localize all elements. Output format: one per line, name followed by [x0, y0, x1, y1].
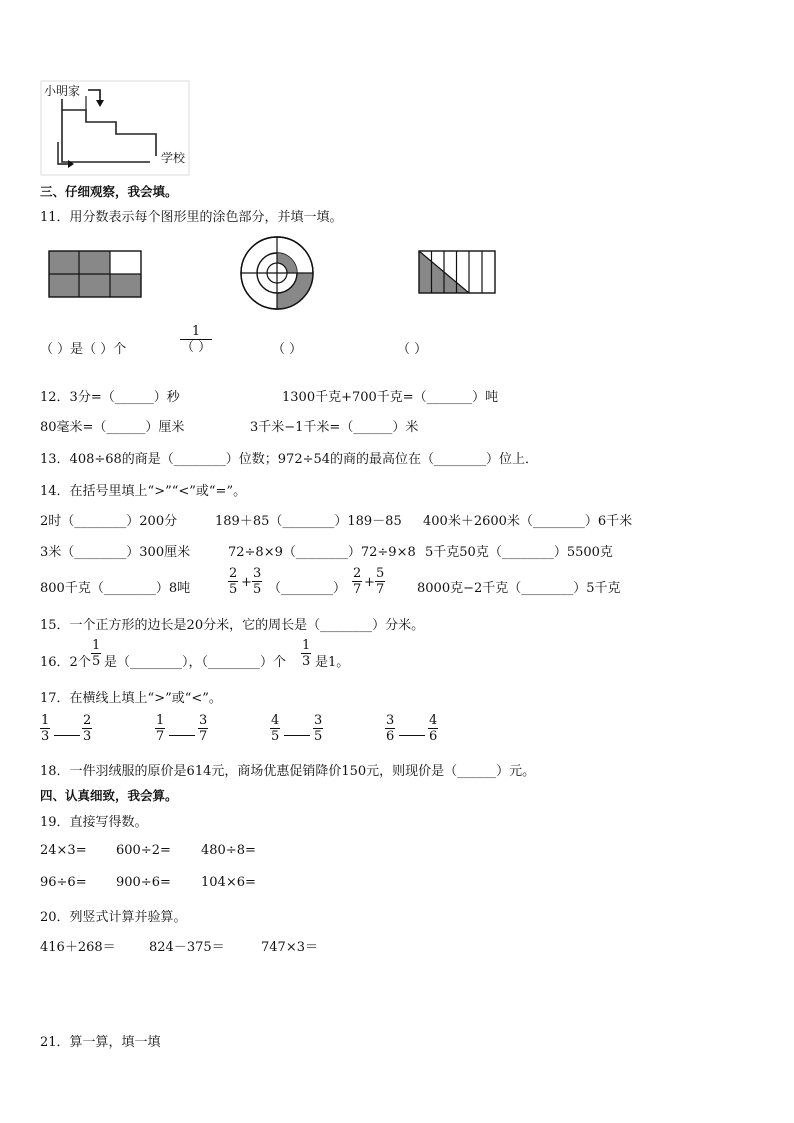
q15-text[interactable]: 15．一个正方形的边长是20分米，它的周长是（________）分米。 — [40, 618, 425, 633]
q14-r3-frac2 — [252, 566, 262, 597]
q12-d[interactable]: 3千米−1千米=（______）米 — [250, 420, 419, 435]
q12-b[interactable]: 1300千克+700千克=（_______）吨 — [282, 390, 499, 405]
q11-unit-fraction-num: 1 — [191, 324, 201, 339]
home-label: 小明家 — [44, 84, 81, 98]
q16-frac1-den: 5 — [92, 654, 101, 669]
q14-r3-frac4 — [375, 566, 385, 597]
q17-pair2-a-num: 1 — [156, 713, 165, 728]
q17-pair2-b-num: 3 — [199, 713, 208, 728]
q11-ring-figure — [239, 235, 315, 311]
q14-r1c2[interactable]: 189＋85（________）189－85 — [215, 514, 402, 529]
q11-grid-figure — [48, 250, 142, 298]
q12-a[interactable]: 12．3分=（______）秒 — [40, 390, 180, 405]
q14-r3-frac3-den: 7 — [353, 582, 362, 597]
q20-item-1[interactable]: 416＋268＝ — [40, 940, 116, 955]
q17-pair1-a-den: 3 — [41, 729, 50, 744]
q14-r3-frac3-num: 2 — [353, 566, 362, 581]
q11-strip-figure — [418, 250, 496, 294]
q14-r3-blank[interactable]: （________） — [268, 581, 347, 596]
q16-p3: 是1。 — [315, 655, 350, 670]
q14-r3-frac3 — [352, 566, 362, 597]
q17-pair3-a — [270, 713, 280, 744]
q14-r3-plus1: + — [241, 575, 252, 590]
q20-text: 20．列竖式计算并验算。 — [40, 910, 187, 925]
section-3-title: 三、仔细观察，我会填。 — [40, 184, 178, 199]
q19-item-4[interactable]: 96÷6= — [40, 875, 87, 890]
q11-unit-fraction — [180, 324, 212, 355]
q14-r3-plus2: + — [364, 575, 375, 590]
q14-r3c3[interactable]: 8000克−2千克（________）5千克 — [417, 581, 621, 596]
q17-pair4-line[interactable] — [399, 735, 425, 736]
q17-pair1-b-num: 2 — [83, 713, 92, 728]
q17-pair1-b — [82, 713, 92, 744]
q17-pair1-b-den: 3 — [83, 729, 92, 744]
q14-r1c1[interactable]: 2时（________）200分 — [40, 514, 178, 529]
q21-text: 21．算一算，填一填 — [40, 1035, 161, 1050]
q17-pair3-a-den: 5 — [271, 729, 280, 744]
q14-r3-frac2-num: 3 — [253, 566, 262, 581]
q14-r3-frac1-den: 5 — [229, 582, 238, 597]
q17-pair3-b-num: 3 — [314, 713, 323, 728]
q17-pair2-a-den: 7 — [156, 729, 165, 744]
q14-r2c1[interactable]: 3米（________）300厘米 — [40, 545, 191, 560]
q14-r2c3[interactable]: 5千克50克（________）5500克 — [425, 545, 613, 560]
q17-pair4-b-den: 6 — [429, 729, 438, 744]
q16-frac2-den: 3 — [302, 654, 311, 669]
q16-p2[interactable]: 是（________），（________）个 — [104, 655, 287, 670]
q17-pair1-line[interactable] — [54, 735, 80, 736]
q16-frac2 — [301, 638, 311, 669]
q17-pair1-a — [40, 713, 50, 744]
q14-r3-frac4-den: 7 — [376, 582, 385, 597]
q11-answer-a[interactable]: （ ）是（ ）个 — [40, 342, 127, 357]
q17-pair1-a-num: 1 — [41, 713, 50, 728]
q14-r3-frac4-num: 5 — [376, 566, 385, 581]
q16-frac2-num: 1 — [302, 638, 311, 653]
q14-r3c1[interactable]: 800千克（________）8吨 — [40, 581, 191, 596]
q12-c[interactable]: 80毫米=（______）厘米 — [40, 420, 185, 435]
q17-pair4-a-num: 3 — [386, 713, 395, 728]
q17-pair4-b — [428, 713, 438, 744]
q14-text: 14．在括号里填上“>”“<”或“=”。 — [40, 484, 247, 499]
q17-pair3-a-num: 4 — [271, 713, 280, 728]
q17-text: 17．在横线上填上“>”或“<”。 — [40, 691, 222, 706]
q17-pair2-b — [198, 713, 208, 744]
q20-item-2[interactable]: 824－375＝ — [149, 940, 225, 955]
q11-text: 11．用分数表示每个图形里的涂色部分，并填一填。 — [40, 210, 343, 225]
q14-r2c2[interactable]: 72÷8×9（________）72÷9×8 — [228, 545, 416, 560]
q11-answer-c[interactable]: （ ） — [397, 342, 428, 357]
school-label: 学校 — [161, 151, 186, 165]
q18-text[interactable]: 18．一件羽绒服的原价是614元，商场优惠促销降价150元，则现价是（______）元。 — [40, 764, 536, 779]
q17-pair2-a — [155, 713, 165, 744]
q19-item-1[interactable]: 24×3= — [40, 843, 87, 858]
q14-r3-frac1 — [228, 566, 238, 597]
q20-item-3[interactable]: 747×3＝ — [261, 940, 318, 955]
q19-item-2[interactable]: 600÷2= — [116, 843, 171, 858]
q13-text[interactable]: 13．408÷68的商是（________）位数；972÷54的商的最高位在（________）位上． — [40, 452, 539, 467]
q19-item-3[interactable]: 480÷8= — [201, 843, 256, 858]
q14-r1c3[interactable]: 400米＋2600米（________）6千米 — [423, 514, 633, 529]
q19-item-5[interactable]: 900÷6= — [116, 875, 171, 890]
q17-pair3-b — [313, 713, 323, 744]
q11-answer-b[interactable]: （ ） — [272, 342, 303, 357]
q16-frac1-num: 1 — [92, 638, 101, 653]
section-4-title: 四、认真细致，我会算。 — [40, 788, 178, 803]
q19-item-6[interactable]: 104×6= — [201, 875, 256, 890]
q11-unit-fraction-den[interactable]: （ ） — [181, 340, 212, 355]
q17-pair2-line[interactable] — [169, 735, 195, 736]
q14-r3-frac1-num: 2 — [229, 566, 238, 581]
q16-frac1 — [91, 638, 101, 669]
q17-pair4-a — [385, 713, 395, 744]
q17-pair4-b-num: 4 — [429, 713, 438, 728]
q16-p1: 16．2个 — [40, 655, 91, 670]
q19-text: 19．直接写得数。 — [40, 815, 148, 830]
q17-pair2-b-den: 7 — [199, 729, 208, 744]
q17-pair3-line[interactable] — [284, 735, 310, 736]
q14-r3-frac2-den: 5 — [253, 582, 262, 597]
q17-pair4-a-den: 6 — [386, 729, 395, 744]
q17-pair3-b-den: 5 — [314, 729, 323, 744]
